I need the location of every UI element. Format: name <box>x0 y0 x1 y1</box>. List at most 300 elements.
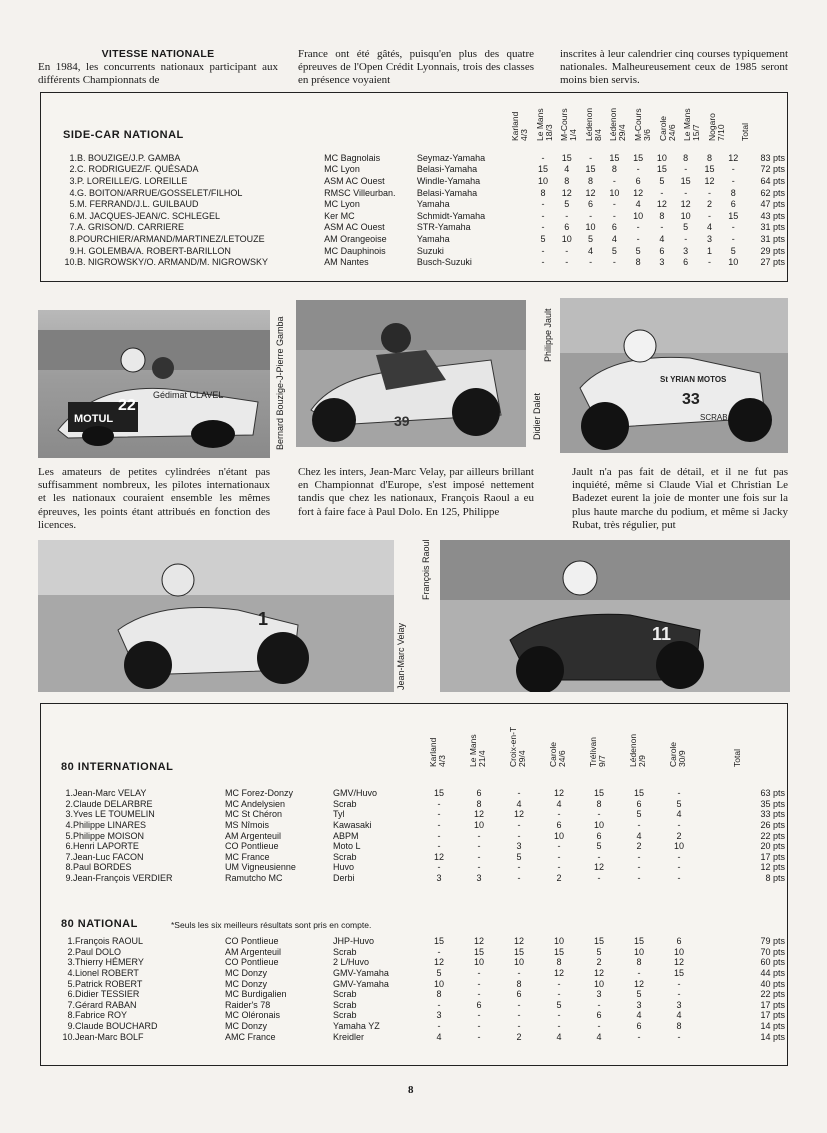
intl-rank: 5. <box>65 830 73 841</box>
natl-driver <box>61 978 225 989</box>
intl-driver <box>61 873 225 884</box>
sidecar-points: 5 <box>588 233 594 244</box>
sidecar-points: - <box>707 187 711 198</box>
intl-points: 3 <box>516 841 522 852</box>
intl-bike: Derbi <box>333 873 355 884</box>
natl-points: 5 <box>556 999 562 1010</box>
intl-race-header-line: 2/9 <box>637 755 647 767</box>
intl-club: UM Vigneusienne <box>225 862 296 873</box>
sidecar-points: - <box>541 210 545 221</box>
sidecar-points: 10 <box>609 187 620 198</box>
intro-text-3: inscrites à leur calendrier cinq courses typiquement nationales. Malheureusement ceux de 1985 seront moins bien servis. <box>560 48 788 87</box>
intl-race-header <box>509 727 527 767</box>
sidecar-points: - <box>541 245 545 256</box>
natl-points: - <box>437 999 441 1010</box>
section-heading: VITESSE NATIONALE <box>101 48 215 60</box>
intl-points: - <box>437 841 441 852</box>
sidecar-points: - <box>731 222 735 233</box>
intl-driver-name: Philippe MOISON <box>73 830 145 841</box>
sidecar-photo-image <box>38 310 270 458</box>
natl-points: - <box>477 1010 481 1021</box>
intl-points: 4 <box>556 798 562 809</box>
intl-rank: 7. <box>65 851 73 862</box>
intl-driver <box>61 820 225 831</box>
velay-photo-1 <box>296 300 526 447</box>
natl-points: 15 <box>553 946 564 957</box>
natl-rank: 10. <box>62 1031 75 1042</box>
natl-points: - <box>437 946 441 957</box>
intl-race-header-line: 24/6 <box>557 750 567 767</box>
sidecar-race-header-line: 8/4 <box>592 129 603 141</box>
sidecar-points: 10 <box>633 210 644 221</box>
intl-points: - <box>637 873 641 884</box>
sidecar-points: - <box>636 222 640 233</box>
natl-bike: Kreidler <box>333 1031 365 1042</box>
sidecar-points: 4 <box>635 199 641 210</box>
natl-driver <box>61 1021 225 1032</box>
natl-bike: GMV-Yamaha <box>333 978 389 989</box>
sidecar-points: 15 <box>704 164 715 175</box>
svg-text:22: 22 <box>118 397 136 414</box>
natl-driver <box>61 947 225 958</box>
intl-points: 6 <box>596 830 602 841</box>
intl-points: - <box>517 830 521 841</box>
sidecar-race-header-line: M-Cours <box>559 108 570 141</box>
sidecar-driver <box>63 256 324 268</box>
natl-points: 3 <box>436 1010 442 1021</box>
natl-driver-name: Gérard RABAN <box>75 999 137 1010</box>
intl-points: 3 <box>436 873 442 884</box>
intl-race-header <box>669 742 687 767</box>
sidecar-points: 8 <box>588 175 594 186</box>
intl-points: - <box>517 820 521 831</box>
natl-points: - <box>557 978 561 989</box>
intl-driver <box>61 830 225 841</box>
intl-bike: Scrab <box>333 851 357 862</box>
sidecar-points: - <box>612 257 616 268</box>
natl-row <box>61 978 785 989</box>
intl-points: - <box>557 862 561 873</box>
sidecar-points: 1 <box>706 245 712 256</box>
intl-points: - <box>477 830 481 841</box>
intl-race-header-line: 29/4 <box>517 750 527 767</box>
sidecar-driver <box>63 233 324 245</box>
sidecar-bike: Seymaz-Yamaha <box>416 152 486 163</box>
svg-text:33: 33 <box>682 391 700 408</box>
natl-driver <box>61 1000 225 1011</box>
sidecar-bike: Belasi-Yamaha <box>416 187 478 198</box>
natl-rank: 5. <box>67 978 75 989</box>
sidecar-race-header-line: 3/6 <box>642 129 652 141</box>
intl-points: 12 <box>433 851 444 862</box>
natl-club: MC Donzy <box>225 978 268 989</box>
natl-points: 6 <box>516 989 522 1000</box>
sidecar-rank: 3. <box>69 175 77 186</box>
sidecar-race-header-line: 1/4 <box>568 129 579 141</box>
sidecar-driver-name: B. BOUZIGE/J.P. GAMBA <box>77 152 181 163</box>
natl-points: 5 <box>636 989 642 1000</box>
sidecar-points: - <box>589 152 593 163</box>
natl-note: *Seuls les six meilleurs résultats sont pris en compte. <box>171 920 372 930</box>
natl-points: 15 <box>513 946 524 957</box>
sidecar-club: ASM AC Ouest <box>324 222 385 233</box>
sidecar-total: 72 pts <box>760 164 785 175</box>
natl-points: 8 <box>636 957 642 968</box>
sidecar-points: 10 <box>561 233 572 244</box>
natl-bike: Scrab <box>333 989 357 1000</box>
intl-race-header <box>549 742 567 767</box>
natl-club: MC Donzy <box>225 1021 268 1032</box>
intl-race-header <box>589 737 607 767</box>
intl-driver-name: Jean-Marc VELAY <box>73 788 147 799</box>
sidecar-driver-name: C. RODRIGUEZ/F. QUÉSADA <box>77 164 199 175</box>
intl-total-header: Total <box>732 749 742 767</box>
intl-points: 5 <box>516 851 522 862</box>
intl-points: 12 <box>553 788 564 799</box>
sidecar-bike: Yamaha <box>416 233 450 244</box>
natl-points: 15 <box>673 968 684 979</box>
natl-club: Raider's 78 <box>225 999 271 1010</box>
sidecar-race-header-line: 4/3 <box>519 129 529 141</box>
intl-driver <box>61 862 225 873</box>
intl-club: MC Andelysien <box>225 798 286 809</box>
natl-points: 5 <box>436 968 442 979</box>
sidecar-driver-name: M. FERRAND/J.L. GUILBAUD <box>77 199 199 210</box>
intl-points: - <box>597 873 601 884</box>
natl-points: - <box>517 999 521 1010</box>
intl-points: - <box>597 809 601 820</box>
intl-points: - <box>637 820 641 831</box>
intl-total: 12 pts <box>760 862 785 873</box>
sidecar-points: - <box>541 257 545 268</box>
sidecar-race-header-line: Carole <box>657 115 668 141</box>
sidecar-points: 12 <box>633 187 644 198</box>
natl-points: 3 <box>596 989 602 1000</box>
sidecar-rank: 5. <box>69 199 77 210</box>
intro-col-3 <box>560 48 788 88</box>
sidecar-driver <box>63 245 324 257</box>
intl-row <box>61 830 785 841</box>
natl-points: 4 <box>676 1010 682 1021</box>
natl-club: MC Oléronais <box>225 1010 281 1021</box>
natl-points: 12 <box>473 936 484 947</box>
intl-points: - <box>517 788 521 799</box>
sidecar-driver <box>63 198 324 210</box>
sidecar-race-header-line: 24/6 <box>666 124 677 141</box>
sidecar-race-header-line: 18/3 <box>543 124 554 141</box>
natl-total: 17 pts <box>760 1010 785 1021</box>
sidecar-race-header-line: 7/10 <box>715 124 726 141</box>
sidecar-row <box>63 198 785 210</box>
sidecar-points: 10 <box>656 152 667 163</box>
natl-row <box>61 989 785 1000</box>
natl-row <box>61 968 785 979</box>
sidecar-points: 3 <box>659 257 665 268</box>
sidecar-race-header <box>634 108 652 141</box>
intl-table <box>61 788 785 883</box>
natl-points: - <box>677 989 681 1000</box>
intl-row <box>61 852 785 863</box>
sidecar-race-header-line: M-Cours <box>633 108 643 141</box>
natl-points: - <box>477 1031 481 1042</box>
sidecar-rank: 8. <box>69 233 77 244</box>
sidecar-race-header-line: Le Mans <box>534 108 545 141</box>
sidecar-points: 8 <box>683 152 689 163</box>
intl-bike: Scrab <box>333 798 357 809</box>
natl-bike: 2 L/Huvo <box>333 957 370 968</box>
sidecar-rank: 6. <box>69 210 77 221</box>
intl-points: - <box>557 809 561 820</box>
intl-points: 8 <box>596 798 602 809</box>
intl-points: 6 <box>476 788 482 799</box>
sidecar-points: 15 <box>633 152 644 163</box>
jault-photo-image <box>560 298 788 453</box>
intl-points: - <box>597 851 601 862</box>
intl-points: 5 <box>596 841 602 852</box>
sidecar-points: - <box>731 164 735 175</box>
sidecar-total: 29 pts <box>760 245 785 256</box>
sidecar-rank: 2. <box>69 164 77 175</box>
natl-points: 4 <box>556 1031 562 1042</box>
svg-text:SCRAB: SCRAB <box>700 413 728 422</box>
sidecar-points: 8 <box>659 210 665 221</box>
intl-club: Ramutcho MC <box>225 873 283 884</box>
intl-points: 10 <box>553 830 564 841</box>
intl-points: - <box>677 873 681 884</box>
natl-row <box>61 1031 785 1042</box>
sidecar-driver-name: POURCHIER/ARMAND/MARTINEZ/LETOUZE <box>77 233 265 244</box>
sidecar-driver <box>63 152 324 164</box>
intro-text-2: France ont été gâtés, puisqu'en plus des quatre épreuves de l'Open Crédit Lyonnais, trois des classes en présence voyaient <box>298 48 534 87</box>
natl-points: - <box>637 1031 641 1042</box>
intl-driver-name: Henri LAPORTE <box>73 841 139 852</box>
intro-col-2 <box>298 48 534 88</box>
natl-total: 14 pts <box>760 1031 785 1042</box>
sidecar-row <box>63 245 785 257</box>
natl-bike: Yamaha YZ <box>333 1021 380 1032</box>
sidecar-driver-name: B. NIGROWSKY/O. ARMAND/M. NIGROWSKY <box>77 257 269 268</box>
natl-points: - <box>557 1010 561 1021</box>
sidecar-points: 10 <box>680 210 691 221</box>
natl-points: - <box>477 989 481 1000</box>
natl-club: AM Argenteuil <box>225 946 282 957</box>
natl-row <box>61 947 785 958</box>
sidecar-points: 8 <box>730 187 736 198</box>
sidecar-rank: 7. <box>69 222 77 233</box>
intl-points: - <box>477 851 481 862</box>
intl-total: 35 pts <box>760 798 785 809</box>
sidecar-rank: 9. <box>69 245 77 256</box>
sidecar-points: 5 <box>564 199 570 210</box>
sidecar-points: 6 <box>659 245 665 256</box>
intl-total: 22 pts <box>760 830 785 841</box>
natl-points: 4 <box>636 1010 642 1021</box>
natl-row <box>61 1010 785 1021</box>
sidecar-driver <box>63 175 324 187</box>
intl-race-header <box>469 734 487 767</box>
sidecar-points: 10 <box>537 175 548 186</box>
sidecar-points: - <box>565 210 569 221</box>
intl-points: 12 <box>473 809 484 820</box>
natl-row <box>61 936 785 947</box>
sidecar-points: 12 <box>656 199 667 210</box>
natl-points: 10 <box>593 978 604 989</box>
natl-points: 10 <box>673 946 684 957</box>
photo-credit-dalet: Didier Dalet <box>532 392 542 440</box>
velay-photo-1-image <box>296 300 526 447</box>
natl-points: 3 <box>636 999 642 1010</box>
class80-table-box <box>40 703 788 1066</box>
sidecar-race-header-line: 29/4 <box>617 124 628 141</box>
natl-points: 12 <box>513 936 524 947</box>
intl-row <box>61 788 785 799</box>
sidecar-club: AM Orangeoise <box>324 233 387 244</box>
sidecar-race-header-line: Le Mans <box>682 108 693 141</box>
sidecar-points: - <box>660 187 664 198</box>
intl-points: 10 <box>593 820 604 831</box>
natl-points: - <box>597 999 601 1010</box>
sidecar-points: 12 <box>728 152 739 163</box>
natl-points: 12 <box>593 968 604 979</box>
sidecar-race-header-line: Lédenon <box>608 107 619 141</box>
sidecar-race-header <box>609 108 627 141</box>
natl-driver <box>61 989 225 1000</box>
sidecar-points: - <box>636 233 640 244</box>
intl-points: - <box>477 862 481 873</box>
natl-points: 12 <box>433 957 444 968</box>
sidecar-total: 31 pts <box>760 222 785 233</box>
intl-points: 3 <box>476 873 482 884</box>
natl-club: AMC France <box>225 1031 276 1042</box>
natl-bike: Scrab <box>333 946 357 957</box>
sidecar-rank: 4. <box>69 187 77 198</box>
intl-total: 17 pts <box>760 851 785 862</box>
intl-driver-name: Paul BORDES <box>73 862 132 873</box>
intl-driver-name: Philippe LINARES <box>73 820 147 831</box>
intl-points: 15 <box>633 788 644 799</box>
middle-col-1 <box>38 466 270 532</box>
intl-club: MC France <box>225 851 270 862</box>
sidecar-points: - <box>565 257 569 268</box>
intl-club: CO Pontlieue <box>225 841 279 852</box>
natl-points: - <box>637 968 641 979</box>
sidecar-total: 62 pts <box>760 187 785 198</box>
natl-points: 15 <box>593 936 604 947</box>
sidecar-points: 5 <box>683 222 689 233</box>
natl-points: - <box>517 1021 521 1032</box>
sidecar-table-box <box>40 92 788 282</box>
natl-title: 80 NATIONAL <box>61 918 138 930</box>
natl-points: 15 <box>633 936 644 947</box>
sidecar-points: 15 <box>561 152 572 163</box>
sidecar-bike: Schmidt-Yamaha <box>416 210 486 221</box>
natl-points: 15 <box>433 936 444 947</box>
sidecar-points: - <box>731 233 735 244</box>
sidecar-total: 31 pts <box>760 233 785 244</box>
intl-rank: 3. <box>65 809 73 820</box>
natl-points: 10 <box>513 957 524 968</box>
intl-race-header-line: Karland <box>428 737 438 767</box>
natl-driver <box>61 1031 225 1042</box>
natl-points: 8 <box>516 978 522 989</box>
sidecar-total: 83 pts <box>760 152 785 163</box>
natl-driver <box>61 1010 225 1021</box>
natl-total: 44 pts <box>760 968 785 979</box>
sidecar-points: 4 <box>706 222 712 233</box>
intl-points: 10 <box>673 841 684 852</box>
intl-driver <box>61 799 225 810</box>
intl-rank: 1. <box>65 788 73 799</box>
intl-points: - <box>677 788 681 799</box>
intl-row <box>61 841 785 852</box>
sidecar-points: - <box>612 199 616 210</box>
intl-race-header-line: 21/4 <box>477 750 487 767</box>
natl-points: 12 <box>553 968 564 979</box>
intl-points: - <box>637 851 641 862</box>
natl-rank: 1. <box>67 936 75 947</box>
natl-table <box>61 936 785 1042</box>
sidecar-points: 3 <box>706 233 712 244</box>
intl-driver <box>61 809 225 820</box>
natl-total: 70 pts <box>760 946 785 957</box>
natl-points: 10 <box>433 978 444 989</box>
sidecar-points: - <box>565 245 569 256</box>
intl-points: - <box>517 873 521 884</box>
natl-rank: 4. <box>67 968 75 979</box>
sidecar-points: 4 <box>588 245 594 256</box>
natl-points: 8 <box>436 989 442 1000</box>
sidecar-driver-name: H. GOLEMBA/A. ROBERT-BARILLON <box>77 245 231 256</box>
intl-points: - <box>477 841 481 852</box>
sidecar-race-header-line: 15/7 <box>691 124 702 141</box>
intl-row <box>61 862 785 873</box>
intl-race-header-line: Le Mans <box>468 734 478 767</box>
sidecar-points: - <box>636 164 640 175</box>
sidecar-points: 3 <box>683 245 689 256</box>
intl-points: - <box>677 862 681 873</box>
intl-bike: Huvo <box>333 862 355 873</box>
natl-points: 10 <box>633 946 644 957</box>
sidecar-driver <box>63 210 324 222</box>
sidecar-points: 6 <box>564 222 570 233</box>
natl-total: 14 pts <box>760 1021 785 1032</box>
intl-points: - <box>437 862 441 873</box>
raoul-photo <box>440 540 790 692</box>
sidecar-points: 8 <box>635 257 641 268</box>
intl-points: 15 <box>433 788 444 799</box>
natl-total: 60 pts <box>760 957 785 968</box>
sidecar-points: - <box>707 257 711 268</box>
sidecar-points: - <box>684 164 688 175</box>
sidecar-points: 15 <box>537 164 548 175</box>
natl-points: 10 <box>473 957 484 968</box>
natl-points: 15 <box>473 946 484 957</box>
natl-points: 6 <box>636 1021 642 1032</box>
natl-row <box>61 1000 785 1011</box>
intl-club: MC St Chéron <box>225 809 283 820</box>
natl-points: 8 <box>556 957 562 968</box>
natl-points: 6 <box>676 936 682 947</box>
sidecar-total-header: Total <box>740 123 750 141</box>
natl-total: 79 pts <box>760 936 785 947</box>
intl-points: - <box>557 841 561 852</box>
middle-text-3: Jault n'a pas fait de détail, et il ne fut pas inquiété, même si Claude Vial et Christian Le Badezet eurent la joie de monter une fois sur la plus haute marche du podium, et même si Jacky Rubat, très régulier, put <box>572 466 788 531</box>
intl-race-header-line: Trélivan <box>588 737 598 767</box>
natl-points: - <box>597 1021 601 1032</box>
natl-points: 12 <box>673 957 684 968</box>
sidecar-row <box>63 222 785 234</box>
natl-row <box>61 957 785 968</box>
